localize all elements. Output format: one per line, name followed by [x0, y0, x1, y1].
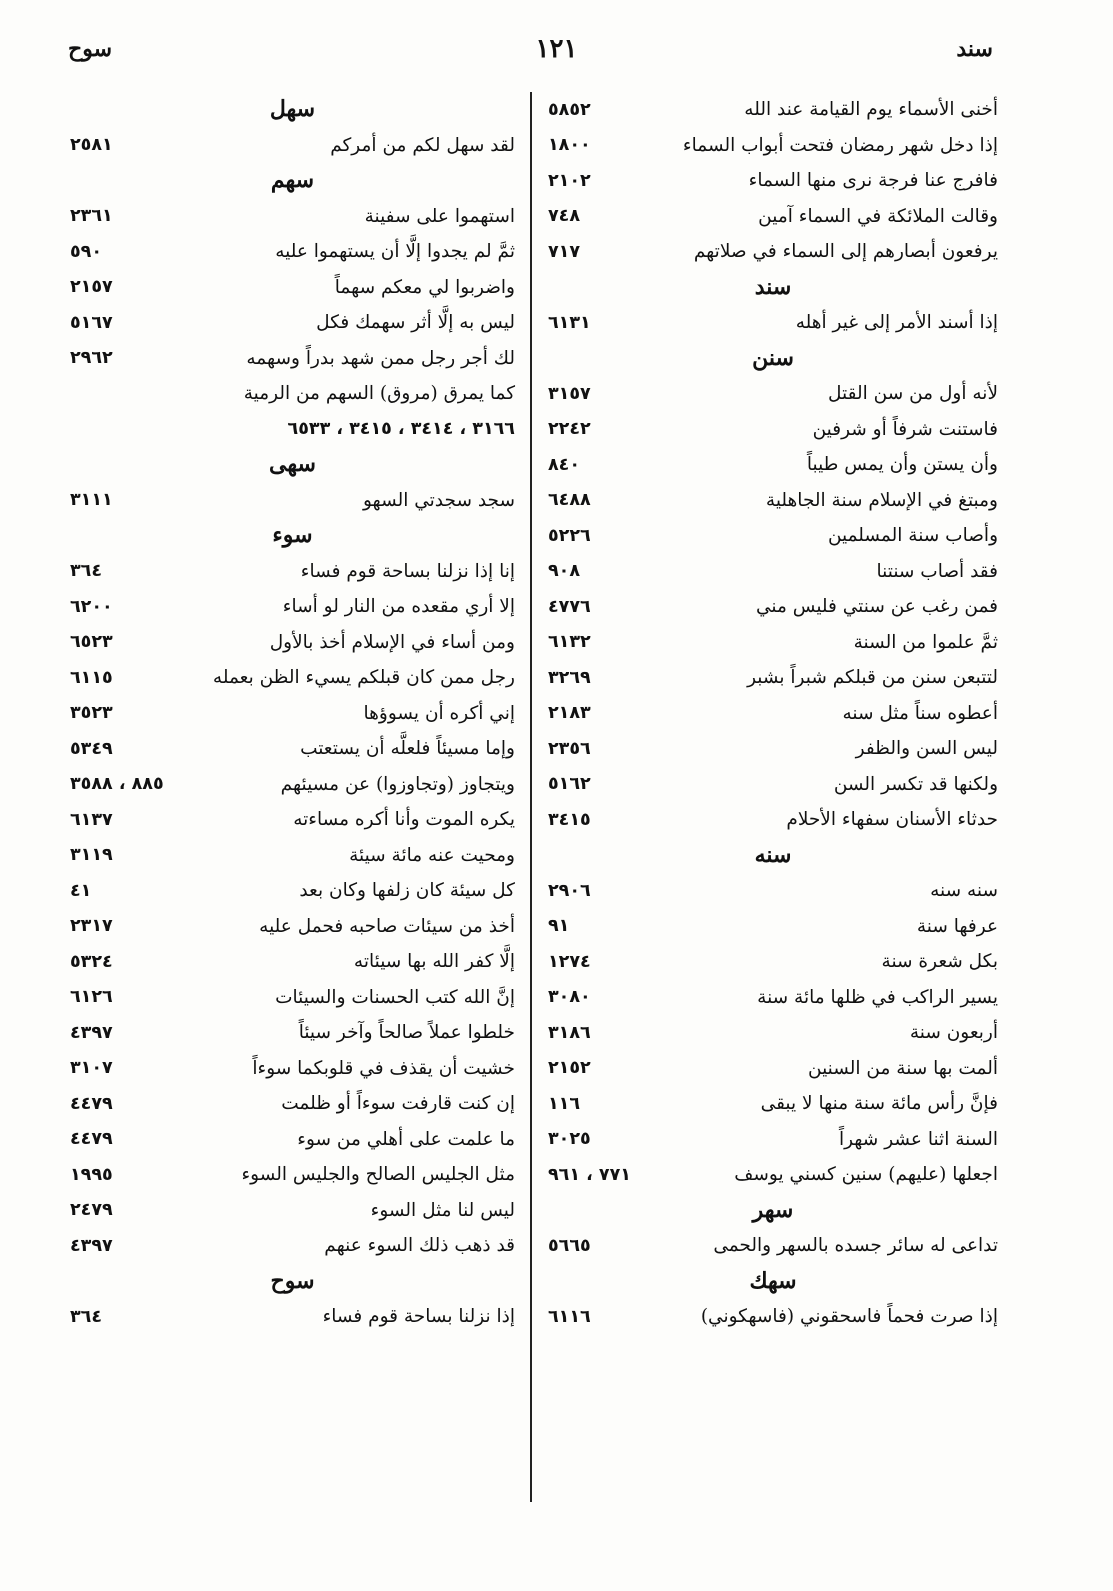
- root-heading: سوء: [272, 522, 313, 548]
- entry-row: [548, 1086, 998, 1122]
- hadith-number: ٦٥٢٣: [70, 632, 113, 653]
- entry-row: [548, 1299, 998, 1335]
- entry-text: كما يمرق (مروق) السهم من الرمية: [243, 383, 515, 405]
- hadith-number: ٣٤١٥: [548, 809, 591, 830]
- hadith-number: ٦١٢٦: [70, 987, 113, 1008]
- entry-text: وقالت الملائكة في السماء آمين: [758, 205, 998, 227]
- entry-row: [70, 980, 515, 1016]
- hadith-number: ٢٩٠٦: [548, 880, 591, 901]
- hadith-number: ٢١٥٢: [548, 1058, 591, 1079]
- hadith-number: ٦١١٥: [70, 667, 113, 688]
- entry-row: [548, 625, 998, 661]
- entry-row: [548, 802, 998, 838]
- entry-text: ومن أساء في الإسلام أخذ بالأول: [269, 631, 515, 653]
- hadith-number: ٥٨٥٢: [548, 99, 591, 120]
- hadith-number: ٦٤٨٨: [548, 490, 591, 511]
- entry-row: [548, 163, 998, 199]
- entry-row: [548, 234, 998, 270]
- entry-row: [70, 1157, 515, 1193]
- hadith-number: ٦١٣١: [548, 312, 591, 333]
- hadith-number: ٩٠٨: [548, 561, 581, 582]
- entry-text: إذا دخل شهر رمضان فتحت أبواب السماء: [682, 134, 998, 156]
- hadith-number: ٢١٠٢: [548, 170, 591, 191]
- entry-row: [548, 1228, 998, 1264]
- entry-text: إنَّ الله كتب الحسنات والسيئات: [275, 986, 515, 1008]
- entry-row: [548, 447, 998, 483]
- entry-row: [70, 270, 515, 306]
- reference-continuation: ٣١٦٦ ، ٣٤١٤ ، ٣٤١٥ ، ٦٥٣٣: [287, 419, 515, 440]
- entry-row: [548, 1015, 998, 1051]
- hadith-number: ٥٣٤٩: [70, 738, 113, 759]
- hadith-number: ٥٩٠: [70, 241, 103, 262]
- entry-text: إذا نزلنا بساحة قوم فساء: [322, 1306, 515, 1328]
- entry-text: يكره الموت وأنا أكره مساءته: [293, 809, 515, 831]
- root-heading: سوح: [270, 1267, 315, 1294]
- entry-text: أعطوه سناً مثل سنه: [842, 702, 998, 724]
- entry-row: [70, 483, 515, 519]
- entry-row: [70, 305, 515, 341]
- entry-text: سنه سنه: [930, 880, 998, 902]
- entry-text: ثمَّ علموا من السنة: [853, 631, 998, 653]
- entry-row: [548, 660, 998, 696]
- hadith-number: ٦١١٦: [548, 1306, 591, 1327]
- hadith-number: ٢٣٥٦: [548, 738, 591, 759]
- entry-text: فقد أصاب سنتنا: [876, 560, 998, 582]
- hadith-number: ٧٧١ ، ٩٦١: [548, 1164, 631, 1185]
- hadith-number: ٥٢٢٦: [548, 525, 591, 546]
- hadith-number: ٥٣٢٤: [70, 951, 113, 972]
- hadith-number: ٣٦٤: [70, 1306, 103, 1327]
- entry-row: [70, 696, 515, 732]
- entry-row: [70, 199, 515, 235]
- entry-text: قد ذهب ذلك السوء عنهم: [324, 1235, 515, 1257]
- entry-text: وإما مسيئاً فلعلَّه أن يستعتب: [300, 738, 515, 760]
- entry-text: ولكنها قد تكسر السن: [833, 773, 998, 795]
- entry-row: [548, 128, 998, 164]
- root-heading: سهى: [269, 451, 316, 477]
- entry-row: [70, 1299, 515, 1335]
- entry-row: [548, 980, 998, 1016]
- hadith-number: ٤١: [70, 880, 92, 901]
- hadith-number: ٦١٣٢: [548, 632, 591, 653]
- root-heading: سهم: [270, 167, 315, 193]
- hadith-number: ٤٧٧٦: [548, 596, 591, 617]
- entry-text: ليس السن والظفر: [855, 738, 998, 760]
- entry-text: أخذ من سيئات صاحبه فحمل عليه: [259, 915, 515, 937]
- entry-text: خلطوا عملاً صالحاً وآخر سيئاً: [298, 1022, 515, 1044]
- root-heading: سند: [754, 273, 792, 300]
- entry-text: وأن يستن وأن يمس طيباً: [806, 454, 998, 476]
- entry-row: [548, 199, 998, 235]
- entry-row: [70, 1086, 515, 1122]
- running-header-right: سند: [956, 36, 993, 62]
- entry-text: إلا أري مقعده من النار لو أساء: [282, 596, 515, 618]
- entry-row: [70, 341, 515, 377]
- entry-row: [70, 838, 515, 874]
- entry-text: وأصاب سنة المسلمين: [827, 525, 998, 547]
- hadith-number: ٨٤٠: [548, 454, 581, 475]
- entry-text: لأنه أول من سن القتل: [828, 383, 998, 405]
- entry-text: فاستنت شرفاً أو شرفين: [812, 418, 998, 440]
- hadith-number: ٢٩٦٢: [70, 348, 113, 369]
- entry-text: حدثاء الأسنان سفهاء الأحلام: [786, 809, 998, 831]
- hadith-number: ٣٦٤: [70, 561, 103, 582]
- entry-row: [548, 909, 998, 945]
- hadith-number: ١٨٠٠: [548, 135, 591, 156]
- entry-text: لتتبعن سنن من قبلكم شبراً بشبر: [747, 667, 998, 689]
- root-heading: سنن: [752, 344, 794, 371]
- entry-row: [70, 554, 515, 590]
- column-divider: [530, 92, 532, 1502]
- hadith-number: ٣١١٩: [70, 845, 113, 866]
- entry-row: [70, 1193, 515, 1229]
- entry-text: لك أجر رجل ممن شهد بدراً وسهمه: [246, 347, 515, 369]
- entry-row: [70, 376, 515, 412]
- hadith-number: ٤٣٩٧: [70, 1235, 113, 1256]
- hadith-number: ٨٨٥ ، ٣٥٨٨: [70, 774, 164, 795]
- hadith-number: ١٢٧٤: [548, 951, 591, 972]
- entry-text: فافرج عنا فرجة نرى منها السماء: [748, 170, 998, 192]
- entry-row: [70, 731, 515, 767]
- entry-row: [548, 589, 998, 625]
- entry-text: فإنَّ رأس مائة سنة منها لا يبقى: [760, 1093, 998, 1115]
- entry-text: رجل ممن كان قبلكم يسيء الظن بعمله: [212, 667, 515, 689]
- entry-row: [548, 92, 998, 128]
- hadith-number: ٢١٥٧: [70, 277, 113, 298]
- left-column: [70, 92, 515, 1335]
- entry-row: [70, 234, 515, 270]
- entry-row: [548, 554, 998, 590]
- hadith-number: ٣١١١: [70, 490, 113, 511]
- entry-text: ليس لنا مثل السوء: [370, 1199, 515, 1221]
- entry-text: بكل شعرة سنة: [881, 951, 998, 973]
- hadith-number: ٦٢٠٠: [70, 596, 113, 617]
- entry-text: ما علمت على أهلي من سوء: [297, 1128, 515, 1150]
- entry-text: اجعلها (عليهم) سنين كسني يوسف: [734, 1164, 998, 1186]
- entry-row: [548, 696, 998, 732]
- entry-row: [70, 802, 515, 838]
- running-header-left: سوح: [68, 36, 112, 62]
- entry-text: إن كنت قارفت سوءاً أو ظلمت: [281, 1093, 515, 1115]
- hadith-number: ٣٢٦٩: [548, 667, 591, 688]
- entry-row: [548, 873, 998, 909]
- entry-text: ليس به إلَّا أثر سهمك فكل: [316, 312, 515, 334]
- hadith-number: ٣٥٢٣: [70, 703, 113, 724]
- hadith-number: ٦١٣٧: [70, 809, 113, 830]
- entry-text: مثل الجليس الصالح والجليس السوء: [241, 1164, 515, 1186]
- hadith-number: ٥١٦٧: [70, 312, 113, 333]
- entry-text: خشيت أن يقذف في قلوبكما سوءاً: [252, 1057, 515, 1079]
- root-heading: سهك: [749, 1267, 797, 1294]
- entry-row: [548, 1122, 998, 1158]
- entry-row: [548, 767, 998, 803]
- entry-row: [70, 873, 515, 909]
- hadith-number: ٤٤٧٩: [70, 1093, 113, 1114]
- entry-row: [70, 625, 515, 661]
- entry-text: إلَّا كفر الله بها سيئاته: [353, 951, 515, 973]
- entry-row: [70, 1051, 515, 1087]
- entry-text: عرفها سنة: [916, 915, 998, 937]
- entry-row: [548, 731, 998, 767]
- entry-row: [70, 909, 515, 945]
- entry-text: السنة اثنا عشر شهراً: [838, 1128, 998, 1150]
- entry-text: إذا أسند الأمر إلى غير أهله: [795, 312, 998, 334]
- hadith-number: ٣٠٨٠: [548, 987, 591, 1008]
- entry-text: يرفعون أبصارهم إلى السماء في صلاتهم: [693, 241, 998, 263]
- hadith-number: ٢١٨٣: [548, 703, 591, 724]
- hadith-number: ٤٤٧٩: [70, 1129, 113, 1150]
- entry-text: تداعى له سائر جسده بالسهر والحمى: [713, 1235, 998, 1257]
- entry-row: [70, 1228, 515, 1264]
- entry-row: [548, 944, 998, 980]
- entry-text: واضربوا لي معكم سهماً: [334, 276, 515, 298]
- entry-row: [548, 1157, 998, 1193]
- hadith-number: ٣١٠٧: [70, 1058, 113, 1079]
- entry-text: أربعون سنة: [909, 1022, 998, 1044]
- entry-row: [70, 944, 515, 980]
- entry-text: ثمَّ لم يجدوا إلَّا أن يستهموا عليه: [275, 241, 515, 263]
- entry-row: [548, 1051, 998, 1087]
- hadith-number: ١٩٩٥: [70, 1164, 113, 1185]
- entry-row: [70, 660, 515, 696]
- entry-row: [548, 376, 998, 412]
- hadith-number: ٢٥٨١: [70, 135, 113, 156]
- hadith-number: ٩١: [548, 916, 570, 937]
- entry-row: [548, 518, 998, 554]
- right-column: [548, 92, 998, 1335]
- hadith-number: ٢٢٤٢: [548, 419, 591, 440]
- root-heading: سهر: [752, 1196, 794, 1223]
- entry-text: لقد سهل لكم من أمركم: [330, 134, 515, 156]
- hadith-number: ٣١٥٧: [548, 383, 591, 404]
- hadith-number: ٣١٨٦: [548, 1022, 591, 1043]
- entry-text: كل سيئة كان زلفها وكان بعد: [299, 880, 515, 902]
- entry-text: أخنى الأسماء يوم القيامة عند الله: [744, 99, 998, 121]
- entry-text: يسير الراكب في ظلها مائة سنة: [757, 986, 998, 1008]
- entry-row: [70, 589, 515, 625]
- entry-text: استهموا على سفينة: [364, 205, 515, 227]
- entry-text: سجد سجدتي السهو: [362, 489, 515, 511]
- entry-row: [548, 412, 998, 448]
- entry-row: [70, 1015, 515, 1051]
- hadith-number: ٤٣٩٧: [70, 1022, 113, 1043]
- hadith-number: ٣٠٢٥: [548, 1129, 591, 1150]
- entry-text: إنا إذا نزلنا بساحة قوم فساء: [300, 560, 515, 582]
- entry-text: فمن رغب عن سنتي فليس مني: [755, 596, 998, 618]
- hadith-number: ٢٤٧٩: [70, 1200, 113, 1221]
- entry-text: إني أكره أن يسوؤها: [363, 702, 515, 724]
- page-number: ١٢١: [535, 34, 578, 64]
- hadith-number: ١١٦: [548, 1093, 581, 1114]
- entry-row: [70, 1122, 515, 1158]
- entry-text: إذا صرت فحماً فاسحقوني (فاسهكوني): [700, 1306, 998, 1328]
- entry-text: ألمت بها سنة من السنين: [808, 1057, 998, 1079]
- hadith-number: ٢٣١٧: [70, 916, 113, 937]
- hadith-number: ٥٦٦٥: [548, 1235, 591, 1256]
- hadith-number: ٢٣٦١: [70, 206, 113, 227]
- entry-row: [70, 767, 515, 803]
- entry-text: ومبتغ في الإسلام سنة الجاهلية: [765, 489, 998, 511]
- root-heading: سهل: [269, 96, 316, 122]
- entry-row: [70, 128, 515, 164]
- root-heading: سنه: [754, 841, 792, 868]
- hadith-number: ٥١٦٢: [548, 774, 591, 795]
- hadith-number: ٧٤٨: [548, 206, 581, 227]
- entry-text: ويتجاوز (وتجاوزوا) عن مسيئهم: [280, 773, 515, 795]
- hadith-number: ٧١٧: [548, 241, 581, 262]
- entry-row: [548, 305, 998, 341]
- entry-text: ومحيت عنه مائة سيئة: [349, 844, 515, 866]
- entry-row: [548, 483, 998, 519]
